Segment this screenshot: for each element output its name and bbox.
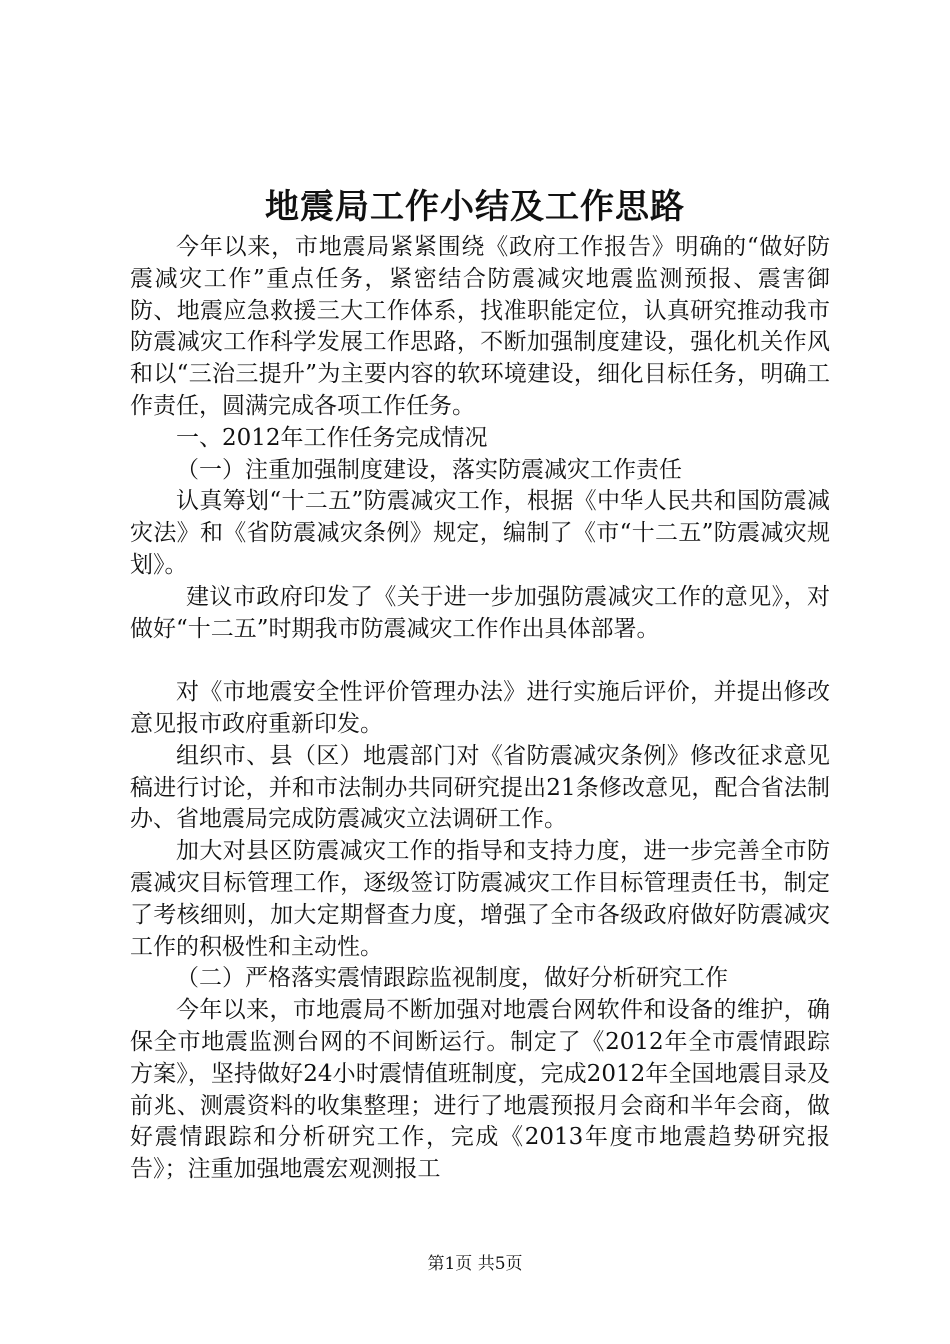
subsection-heading-1: （一）注重加强制度建设，落实防震减灾工作责任	[176, 456, 682, 483]
blank-line	[130, 645, 830, 677]
page-footer: 第1页 共5页	[427, 1254, 523, 1274]
paragraph-opinion: 建议市政府印发了《关于进一步加强防震减灾工作的意见》，对做好“十二五”时期我市防震减灾工作作出具体部署。	[130, 583, 830, 642]
document-body	[130, 232, 830, 1186]
paragraph-regulation: 组织市、县（区）地震部门对《省防震减灾条例》修改征求意见稿进行讨论，并和市法制办共同研究提出21条修改意见，配合省法制办、省地震局完成防震减灾立法调研工作。	[130, 742, 830, 833]
paragraph-monitoring: 今年以来，市地震局不断加强对地震台网软件和设备的维护，确保全市地震监测台网的不间断运行。制定了《2012年全市震情跟踪方案》，坚持做好24小时震情值班制度，完成2012年全国地震目录及前兆、测震资料的收集整理；进行了地震预报月会商和半年会商，做好震情跟踪和分析研究工作，完成《2013年度市地震趋势研究报告》；注重加强地震宏观测报工	[130, 997, 830, 1183]
subsection-heading-2: （二）严格落实震情跟踪监视制度，做好分析研究工作	[176, 965, 728, 992]
paragraph-planning: 认真筹划“十二五”防震减灾工作，根据《中华人民共和国防震减灾法》和《省防震减灾条例》规定，编制了《市“十二五”防震减灾规划》。	[130, 488, 830, 578]
paragraph-intro: 今年以来，市地震局紧紧围绕《政府工作报告》明确的“做好防震减灾工作”重点任务，紧密结合防震减灾地震监测预报、震害御防、地震应急救援三大工作体系，找准职能定位，认真研究推动我市防震减灾工作科学发展工作思路，不断加强制度建设，强化机关作风和以“三治三提升”为主要内容的软环境建设，细化目标任务，明确工作责任，圆满完成各项工作任务。	[130, 234, 830, 419]
paragraph-guidance: 加大对县区防震减灾工作的指导和支持力度，进一步完善全市防震减灾目标管理工作，逐级签订防震减灾工作目标管理责任书，制定了考核细则，加大定期督查力度，增强了全市各级政府做好防震减灾工作的积极性和主动性。	[130, 838, 830, 960]
document-title: 地震局工作小结及工作思路	[265, 187, 685, 227]
section-heading-1: 一、2012年工作任务完成情况	[176, 424, 488, 451]
paragraph-evaluation: 对《市地震安全性评价管理办法》进行实施后评价，并提出修改意见报市政府重新印发。	[130, 679, 830, 737]
